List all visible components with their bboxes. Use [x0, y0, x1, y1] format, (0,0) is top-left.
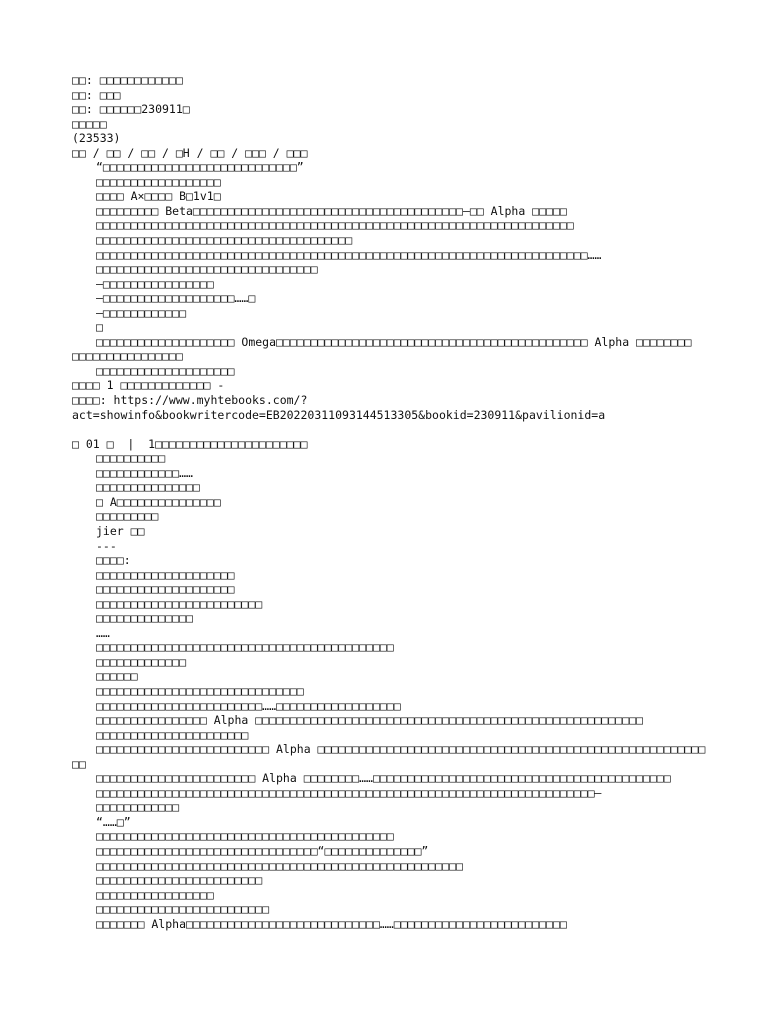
chapter-line: □□□□□□□□□□□□□□□□□□□□□□□□□□□□□□ [96, 683, 304, 698]
meta-book-number: □□: □□□□□□230911□ [72, 102, 190, 117]
intro-line: □□□□ A×□□□□ B□1v1□ [96, 189, 221, 204]
meta-block [72, 73, 712, 160]
chapter-line: □□□□□□□□□□□□□□□□□□□□□□□□ [96, 873, 263, 888]
chapter-line: □□□□□□□□□□□□□□□□□□□□□□□ Alpha □□□□□□□□……□□□□□□□□□□□□□□□□□□□□□□□□□□□□□□□□□□□□□□□□□□□ [96, 771, 671, 786]
chapter-line: □□□□□□□□□□□□ [96, 800, 180, 815]
meta-author: □□: □□□ [72, 87, 121, 102]
meta-count: (23533) [72, 131, 121, 146]
intro-block [72, 160, 712, 378]
intro-line-wrap: □□□□□□□□□□□□□□□□ [72, 349, 183, 364]
chapter-line: □□□□□□□□□□□□□□□□□□□□□□□□□ [96, 902, 270, 917]
source-note: □□□□ 1 □□□□□□□□□□□□□ - [72, 378, 225, 393]
chapter-line: □□□□□□□□□ [96, 509, 159, 524]
intro-line: □□□□□□□□□□□□□□□□□□□□ [96, 363, 235, 378]
chapter-line: □□□□□□□□□□□□□□□□□□□□ [96, 567, 235, 582]
chapter-line: --- [96, 538, 117, 553]
chapter-line: □□□□□□□□□□□□□□□□□□□□□□□□□□□□□□□□□□□□□□□□□□□ [96, 640, 394, 655]
source-url-label: □□□□: https://www.myhtebooks.com/? [72, 393, 308, 408]
chapter-line: □□□□□□□□□□□□□□□□□□□□□□ [96, 727, 249, 742]
intro-line: □□□□□□□□□□□□□□□□□□□□□□□□□□□□□□□□□□□□□□□□□□□□□□□□□□□□□□□□□□□□□□□□□□□□□ [96, 218, 574, 233]
intro-line: —□□□□□□□□□□□□□□□□ [96, 276, 214, 291]
chapter-line: □□□□□□□□□□□□□ [96, 654, 187, 669]
chapter-line: □□□□□□□□□□□□□□□□□□□□□□□□□□□□□□□□□□□□□□□□□□□ [96, 829, 394, 844]
chapter-line: □□□□□□ [96, 669, 138, 684]
intro-line: □□□□□□□□□□□□□□□□□□ [96, 174, 221, 189]
chapter-line: □□□□□□□□□□ [96, 451, 166, 466]
chapter-line: □□□□□□□□□□□□□□□□□□□□□□□□□□□□□□□□□□□□□□□□□□□□□□□□□□□□□ [96, 858, 463, 873]
chapter-line: □□□□□□□□□□□□…… [96, 465, 193, 480]
chapter-line: jier □□ [96, 523, 145, 538]
chapter-line: □□□□□□□ Alpha□□□□□□□□□□□□□□□□□□□□□□□□□□□□……□□□□□□□□□□□□□□□□□□□□□□□□□ [96, 916, 567, 931]
meta-label: □□□□□ [72, 116, 107, 131]
intro-line: □□□□□□□□□□□□□□□□□□□□□□□□□□□□□□□□□□□□□ [96, 233, 353, 248]
blank-line [72, 422, 712, 437]
intro-line: □□□□□□□□□□□□□□□□□□□□ Omega□□□□□□□□□□□□□□□□□□□□□□□□□□□□□□□□□□□□□□□□□□□□□ Alpha □□□□□□□□ [96, 334, 692, 349]
intro-line: —□□□□□□□□□□□□□□□□□□□……□ [96, 291, 256, 306]
chapter-heading: □ 01 □ | 1□□□□□□□□□□□□□□□□□□□□□□ [72, 436, 308, 451]
chapter-line: □□□□□□□□□□□□□□□□□□□□□□□□……□□□□□□□□□□□□□□□□□□ [96, 698, 401, 713]
chapter-line: □ A□□□□□□□□□□□□□□□ [96, 494, 221, 509]
intro-line: □ [96, 320, 103, 335]
chapter-line-wrap: □□ [72, 756, 86, 771]
chapter-line: □□□□□□□□□□□□□□□□ Alpha □□□□□□□□□□□□□□□□□□□□□□□□□□□□□□□□□□□□□□□□□□□□□□□□□□□□□□□□ [96, 713, 643, 728]
meta-title: □□: □□□□□□□□□□□□ [72, 73, 183, 87]
source-url-query: act=showinfo&bookwritercode=EB20220311093144513305&bookid=230911&pavilionid=a [72, 407, 606, 422]
intro-line: □□□□□□□□□ Beta□□□□□□□□□□□□□□□□□□□□□□□□□□□□□□□□□□□□□□□—□□ Alpha □□□□□ [96, 203, 567, 218]
chapter-line: □□□□□□□□□□□□□□□ [96, 480, 200, 495]
chapter-line: …… [96, 625, 110, 640]
chapter-line: □□□□□□□□□□□□□□□□□□□□□□□□□ Alpha □□□□□□□□□□□□□□□□□□□□□□□□□□□□□□□□□□□□□□□□□□□□□□□□□□□□□□□□ [96, 742, 706, 757]
chapter-line: “……□” [96, 814, 131, 829]
chapter-line: □□□□□□□□□□□□□□□□□□□□□□□□□□□□□□□□□□□□□□□□□□□□□□□□□□□□□□□□□□□□□□□□□□□□□□□□— [96, 785, 602, 800]
source-block [72, 378, 712, 422]
chapter-block [72, 437, 712, 932]
chapter-line: □□□□□□□□□□□□□□□□□□□□□□□□□□□□□□□□“□□□□□□□□□□□□□□” [96, 843, 429, 858]
intro-line: —□□□□□□□□□□□□ [96, 305, 187, 320]
chapter-line: □□□□□□□□□□□□□□□□□□□□ [96, 582, 235, 597]
chapter-line: □□□□: [96, 553, 131, 568]
chapter-line: □□□□□□□□□□□□□□□□□□□□□□□□ [96, 596, 263, 611]
intro-line: □□□□□□□□□□□□□□□□□□□□□□□□□□□□□□□□ [96, 262, 318, 277]
chapter-line: □□□□□□□□□□□□□□□□□ [96, 887, 214, 902]
intro-line: “□□□□□□□□□□□□□□□□□□□□□□□□□□□□” [96, 160, 304, 175]
meta-tags: □□ / □□ / □□ / □H / □□ / □□□ / □□□ [72, 145, 308, 160]
intro-line: □□□□□□□□□□□□□□□□□□□□□□□□□□□□□□□□□□□□□□□□□□□□□□□□□□□□□□□□□□□□□□□□□□□□□□□…… [96, 247, 602, 262]
chapter-line: □□□□□□□□□□□□□□ [96, 611, 193, 626]
